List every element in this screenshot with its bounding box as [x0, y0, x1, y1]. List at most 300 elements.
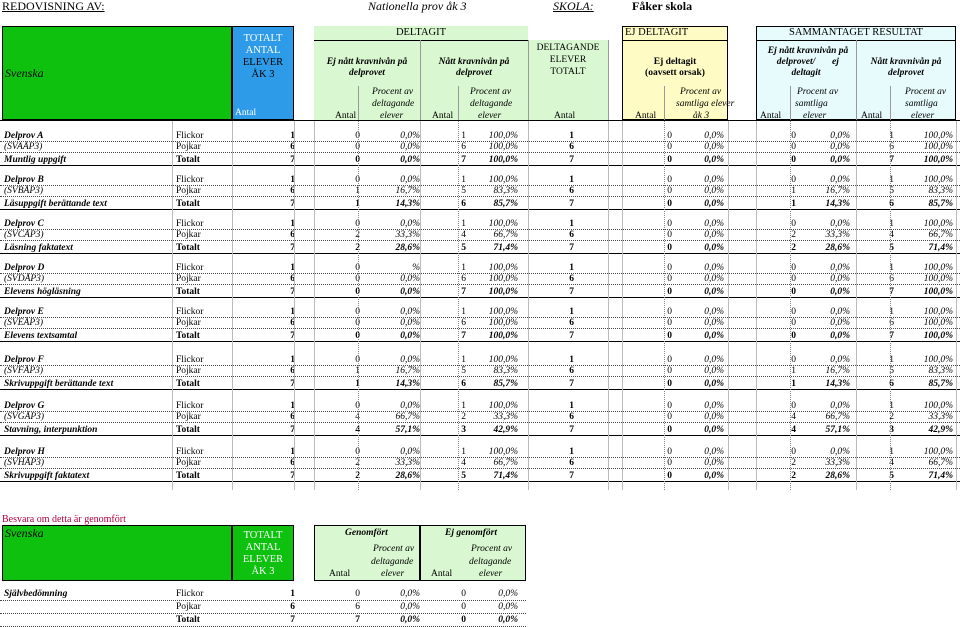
cell-f-6: 1	[569, 355, 574, 365]
cell-t-9: 2	[791, 471, 796, 481]
bottom-row-divider	[0, 613, 526, 614]
cell-f-3: 0,0%	[400, 219, 420, 229]
cell-f-11: 1	[889, 401, 894, 411]
cell-t-10: 14,3%	[825, 379, 850, 389]
cell-t-12: 100,0%	[923, 331, 953, 341]
cell-f-5: 100,0%	[488, 355, 518, 365]
bottom-elever: ELEVER	[242, 554, 284, 565]
cell-f-2: 0	[355, 219, 360, 229]
cell-f-10: 0,0%	[830, 355, 850, 365]
cell-t-1: 7	[290, 425, 295, 435]
cell-p-3: 0,0%	[400, 318, 420, 328]
cell-f-3: 0,0%	[400, 355, 420, 365]
cell-p-1: 6	[290, 230, 295, 240]
cell-p-0: Pojkar	[176, 412, 201, 422]
cell-t-11: 5	[889, 471, 894, 481]
row-divider	[0, 376, 960, 377]
cell-p-0: Pojkar	[176, 458, 201, 468]
cell-p-10: 0,0%	[830, 274, 850, 284]
cell-p-5: 83,3%	[493, 366, 518, 376]
cell-t-10: 0,0%	[830, 155, 850, 165]
subheader-label-20: elever	[911, 111, 935, 121]
cell-p-5: 100,0%	[488, 274, 518, 284]
cell-f-8: 0,0%	[704, 175, 724, 185]
cell-p-4: 6	[461, 318, 466, 328]
col-divider	[756, 120, 757, 490]
cell-p-1: 6	[290, 458, 295, 468]
ej-genomfort-antal: Antal	[431, 569, 453, 579]
cell-t-12: 71,4%	[928, 243, 953, 253]
row-divider	[0, 317, 960, 318]
cell-t-1: 7	[290, 331, 295, 341]
cell-p-4: 4	[461, 230, 466, 240]
subheader-label-5: Procent av	[470, 87, 512, 97]
cell-f-5: 100,0%	[488, 131, 518, 141]
cell-f-12: 100,0%	[923, 307, 953, 317]
cell-p-7: 0	[667, 274, 672, 284]
cell-p-9: 4	[791, 412, 796, 422]
cell-t-3: 0,0%	[400, 155, 420, 165]
cell-t-5: 42,9%	[493, 425, 518, 435]
cell-t-12: 85,7%	[928, 199, 953, 209]
cell-p-2: 4	[355, 412, 360, 422]
cell-f-5: 100,0%	[488, 447, 518, 457]
bottom-totalt: TOTALT	[243, 530, 283, 541]
header-divider	[664, 86, 665, 120]
cell-p-5: 33,3%	[493, 412, 518, 422]
ej-kravniva-label: Ej nått kravnivån på	[326, 57, 408, 67]
cell-f-5: 100,0%	[488, 219, 518, 229]
header-elever: ELEVER	[242, 57, 284, 68]
cell-t-8: 0,0%	[704, 199, 724, 209]
delprov-total-label: Elevens textsamtal	[4, 331, 78, 341]
cell-p-8: 0,0%	[704, 274, 724, 284]
row-divider	[0, 152, 960, 153]
col-divider	[664, 120, 665, 490]
cell-t-1: 7	[290, 287, 295, 297]
cell-p-10: 0,0%	[830, 142, 850, 152]
cell-p-6: 6	[569, 230, 574, 240]
samman-ej-label2: delprovet/	[776, 57, 816, 67]
samman-natt-label2: delprovet	[888, 68, 924, 78]
cell-t-3: 0,0%	[400, 287, 420, 297]
delprov-code: (SVFÅP3)	[4, 366, 44, 376]
cell-p-4: 4	[461, 458, 466, 468]
delprov-name: Delprov C	[4, 219, 44, 229]
cell-p-11: 6	[889, 318, 894, 328]
cell-f-3: 0,0%	[400, 131, 420, 141]
cell-t-2: 0	[355, 155, 360, 165]
cell-f-10: 0,0%	[830, 401, 850, 411]
col-divider	[420, 120, 421, 490]
cell-p-10: 33,3%	[825, 458, 850, 468]
exam-title: Nationella prov åk 3	[368, 0, 467, 13]
cell-t-6: 7	[569, 379, 574, 389]
cell-f-8: 0,0%	[704, 355, 724, 365]
cell-f-0: Flickor	[176, 263, 204, 273]
cell-t-9: 2	[791, 243, 796, 253]
cell-t-7: 0	[667, 379, 672, 389]
cell-t-1: 7	[290, 199, 295, 209]
cell-f-4: 1	[461, 401, 466, 411]
ej-genomfort-elever: elever	[479, 569, 503, 579]
header-antal: ANTAL	[245, 45, 281, 56]
row-divider	[0, 240, 960, 241]
cell-t-10: 14,3%	[825, 199, 850, 209]
cell-f-0: Flickor	[176, 175, 204, 185]
subheader-label-2: deltagande	[372, 99, 415, 109]
cell-f-6: 1	[569, 447, 574, 457]
delprov-code: (SVDÅP3)	[4, 274, 45, 284]
cell-t-10: 0,0%	[830, 331, 850, 341]
delprov-code: (SVHÅP3)	[4, 458, 45, 468]
cell-t-3: 14,3%	[395, 199, 420, 209]
ej-genomfort-header	[420, 525, 526, 581]
cell-t-5: 71,4%	[493, 243, 518, 253]
cell-p-11: 4	[889, 458, 894, 468]
cell-p-3: 33,3%	[395, 230, 420, 240]
cell-f-0: Flickor	[176, 307, 204, 317]
block-divider	[0, 253, 960, 254]
cell-f-2: 0	[355, 307, 360, 317]
cell-f-0: Flickor	[176, 219, 204, 229]
subheader-label-3: elever	[380, 111, 404, 121]
cell-f-7: 0	[667, 447, 672, 457]
cell-t-2: 2	[355, 243, 360, 253]
cell-t-3: 57,1%	[395, 425, 420, 435]
cell-f-12: 100,0%	[923, 219, 953, 229]
cell-t-6: 7	[569, 287, 574, 297]
cell-f-9: 0	[791, 175, 796, 185]
ej-deltagit-title: EJ DELTAGIT	[625, 27, 689, 38]
cell-t-7: 0	[667, 243, 672, 253]
bottom-ak3: ÅK 3	[251, 566, 275, 577]
cell-f-9: 0	[791, 263, 796, 273]
subheader-label-13: Antal	[760, 111, 782, 121]
genomfort-deltagande: deltagande	[371, 557, 414, 567]
cell-t-2: 0	[355, 287, 360, 297]
row-divider	[0, 284, 960, 285]
cell-p-6: 6	[569, 142, 574, 152]
cell-p-9: 1	[791, 366, 796, 376]
cell-f-3: 0,0%	[400, 401, 420, 411]
cell-f-2: 0	[355, 355, 360, 365]
cell-t-5: 71,4%	[493, 471, 518, 481]
cell-p-2: 0	[355, 274, 360, 284]
cell-t-1: 7	[290, 155, 295, 165]
cell-p-12: 83,3%	[928, 366, 953, 376]
col-divider	[956, 120, 957, 490]
cell-t-0: Totalt	[176, 425, 200, 435]
cell-p-1: 6	[290, 186, 295, 196]
cell-p-7: 0	[667, 318, 672, 328]
cell-t-10: 28,6%	[825, 243, 850, 253]
cell-t-4: 7	[461, 331, 466, 341]
cell-f-12: 100,0%	[923, 263, 953, 273]
cell-t-8: 0,0%	[704, 155, 724, 165]
cell-f-11: 1	[889, 355, 894, 365]
cell-f-9: 0	[791, 401, 796, 411]
cell-f-3: %	[412, 263, 420, 273]
delprov-name: Delprov E	[4, 307, 44, 317]
cell-p-8: 0,0%	[704, 366, 724, 376]
col-divider	[172, 120, 173, 490]
cell-t-8: 0,0%	[704, 379, 724, 389]
block-divider	[0, 209, 960, 210]
cell-p-12: 66,7%	[928, 230, 953, 240]
cell-p-0: Pojkar	[176, 274, 201, 284]
cell-f-6: 1	[569, 219, 574, 229]
cell-p-1: 6	[290, 142, 295, 152]
row-divider	[0, 141, 960, 142]
cell-t-0: Totalt	[176, 379, 200, 389]
ej-kravniva-label2: delprovet	[349, 68, 385, 78]
cell-f-1: 1	[290, 219, 295, 229]
subheader-label-1: Procent av	[372, 87, 414, 97]
header-ak3: ÅK 3	[251, 69, 275, 80]
cell-p-6: 6	[569, 186, 574, 196]
col-divider	[608, 120, 609, 490]
row-divider	[0, 468, 960, 469]
cell-f-1: 1	[290, 401, 295, 411]
cell-p-4: 5	[461, 366, 466, 376]
cell-p-6: 6	[569, 366, 574, 376]
cell-p-0: Pojkar	[176, 318, 201, 328]
ej-genomfort-deltagande: deltagande	[469, 557, 512, 567]
cell-p-9: 1	[791, 186, 796, 196]
cell-f-11: 1	[889, 263, 894, 273]
cell-t-8: 0,0%	[704, 287, 724, 297]
row-divider	[0, 411, 960, 412]
cell-p-9: 2	[791, 458, 796, 468]
cell-t-10: 0,0%	[830, 287, 850, 297]
cell-p-12: 33,3%	[928, 412, 953, 422]
table-top-line	[0, 120, 960, 121]
cell-f-12: 100,0%	[923, 401, 953, 411]
cell-t-7: 0	[667, 471, 672, 481]
cell-p-3: 0,0%	[400, 142, 420, 152]
cell-t-1: 7	[290, 379, 295, 389]
cell-f-4: 1	[461, 219, 466, 229]
cell-t-6: 7	[569, 155, 574, 165]
cell-f-2: 0	[355, 401, 360, 411]
cell-p-11: 6	[889, 274, 894, 284]
cell-f-6: 1	[569, 131, 574, 141]
cell-f-9: 0	[791, 307, 796, 317]
delprov-name: Delprov A	[4, 131, 44, 141]
natt-kravniva-label: Nått kravnivån på	[438, 57, 510, 67]
cell-t-12: 42,9%	[928, 425, 953, 435]
cell-f-5: 100,0%	[488, 175, 518, 185]
col-divider	[790, 120, 791, 490]
cell-f-9: 0	[791, 131, 796, 141]
natt-kravniva-label2: delprovet	[456, 68, 492, 78]
cell-f-11: 1	[889, 447, 894, 457]
cell-p-10: 0,0%	[830, 318, 850, 328]
col-divider	[232, 120, 233, 490]
delprov-code: (SVGÅP3)	[4, 412, 45, 422]
cell-f-2: 0	[355, 175, 360, 185]
cell-f-1: 1	[290, 263, 295, 273]
col-divider	[890, 120, 891, 490]
cell-f-0: Flickor	[176, 131, 204, 141]
cell-f-1: 1	[290, 447, 295, 457]
cell-f-10: 0,0%	[830, 263, 850, 273]
cell-p-10: 16,7%	[825, 366, 850, 376]
cell-p-5: 66,7%	[493, 458, 518, 468]
bottom-cell-p-4: 0	[461, 602, 466, 612]
bottom-total-header	[232, 525, 294, 581]
cell-t-4: 7	[461, 287, 466, 297]
cell-p-3: 66,7%	[395, 412, 420, 422]
cell-f-3: 0,0%	[400, 175, 420, 185]
cell-t-12: 85,7%	[928, 379, 953, 389]
cell-f-11: 1	[889, 219, 894, 229]
col-divider	[358, 120, 359, 490]
cell-p-12: 83,3%	[928, 186, 953, 196]
cell-f-6: 1	[569, 175, 574, 185]
row-divider	[0, 229, 960, 230]
cell-t-8: 0,0%	[704, 471, 724, 481]
bottom-cell-f-3: 0,0%	[400, 589, 420, 599]
subheader-label-12: åk 3	[693, 111, 710, 121]
cell-p-4: 6	[461, 142, 466, 152]
delprov-total-label: Stavning, interpunktion	[4, 425, 98, 435]
delprov-total-label: Läsuppgift berättande text	[4, 199, 107, 209]
cell-p-7: 0	[667, 230, 672, 240]
bottom-cell-t-3: 0,0%	[400, 615, 420, 625]
cell-p-2: 1	[355, 186, 360, 196]
header-divider	[856, 40, 857, 120]
cell-t-9: 0	[791, 331, 796, 341]
col-divider	[728, 120, 729, 490]
total-students-header	[232, 26, 294, 120]
cell-f-9: 0	[791, 355, 796, 365]
delprov-code: (SVEÅP3)	[4, 318, 44, 328]
cell-t-8: 0,0%	[704, 243, 724, 253]
header-divider	[458, 86, 459, 120]
row-divider	[0, 365, 960, 366]
school-label: SKOLA:	[553, 0, 594, 13]
cell-p-1: 6	[290, 318, 295, 328]
cell-f-8: 0,0%	[704, 307, 724, 317]
cell-p-12: 66,7%	[928, 458, 953, 468]
genomfort-title: Genomfört	[345, 528, 388, 538]
cell-p-10: 16,7%	[825, 186, 850, 196]
header-divider	[358, 86, 359, 120]
cell-p-2: 0	[355, 318, 360, 328]
cell-t-9: 1	[791, 379, 796, 389]
cell-f-11: 1	[889, 175, 894, 185]
cell-f-7: 0	[667, 175, 672, 185]
cell-p-6: 6	[569, 458, 574, 468]
cell-p-5: 100,0%	[488, 318, 518, 328]
bottom-cell-p-5: 0,0%	[498, 602, 518, 612]
col-divider	[622, 120, 623, 490]
delprov-code: (SVCÅP3)	[4, 230, 44, 240]
cell-t-4: 5	[461, 243, 466, 253]
cell-p-12: 100,0%	[923, 142, 953, 152]
cell-p-8: 0,0%	[704, 318, 724, 328]
genomfort-elever: elever	[381, 569, 405, 579]
bottom-cell-p-3: 0,0%	[400, 602, 420, 612]
cell-p-9: 2	[791, 230, 796, 240]
cell-t-12: 100,0%	[923, 155, 953, 165]
cell-p-3: 0,0%	[400, 274, 420, 284]
samman-ej-label4: deltagit	[791, 68, 821, 78]
ej-deltagit-label: Ej deltagit	[653, 57, 697, 67]
cell-f-2: 0	[355, 263, 360, 273]
cell-t-2: 1	[355, 199, 360, 209]
deltagande-totalt: TOTALT	[550, 67, 586, 77]
ej-genomfort-title: Ej genomfört	[445, 528, 497, 538]
cell-f-10: 0,0%	[830, 219, 850, 229]
cell-t-9: 4	[791, 425, 796, 435]
header-totalt: TOTALT	[243, 33, 283, 44]
cell-t-9: 0	[791, 155, 796, 165]
genomfort-header	[314, 525, 420, 581]
cell-f-12: 100,0%	[923, 175, 953, 185]
deltagande-title: DELTAGANDE	[536, 43, 600, 53]
cell-t-4: 6	[461, 199, 466, 209]
row-divider	[0, 196, 960, 197]
cell-f-6: 1	[569, 307, 574, 317]
cell-p-9: 0	[791, 142, 796, 152]
col-divider	[294, 120, 295, 490]
cell-f-6: 1	[569, 401, 574, 411]
delprov-total-label: Skrivuppgift faktatext	[4, 471, 90, 481]
cell-f-5: 100,0%	[488, 263, 518, 273]
cell-p-4: 6	[461, 274, 466, 284]
genomfort-antal: Antal	[329, 569, 351, 579]
col-divider	[856, 120, 857, 490]
delprov-total-label: Skrivuppgift berättande text	[4, 379, 114, 389]
cell-p-2: 1	[355, 366, 360, 376]
cell-t-12: 71,4%	[928, 471, 953, 481]
bottom-note: Besvara om detta är genomfört	[2, 514, 126, 525]
cell-t-8: 0,0%	[704, 331, 724, 341]
header-divider	[790, 86, 791, 120]
cell-p-4: 5	[461, 186, 466, 196]
bottom-cell-t-1: 7	[290, 615, 295, 625]
bottom-cell-t-5: 0,0%	[498, 615, 518, 625]
cell-f-8: 0,0%	[704, 401, 724, 411]
cell-f-7: 0	[667, 307, 672, 317]
bottom-cell-f-5: 0,0%	[498, 589, 518, 599]
cell-p-3: 33,3%	[395, 458, 420, 468]
bottom-row-label: Självbedömning	[4, 589, 68, 599]
cell-f-3: 0,0%	[400, 447, 420, 457]
cell-f-0: Flickor	[176, 447, 204, 457]
subject-title: Svenska	[5, 66, 44, 80]
cell-p-2: 2	[355, 230, 360, 240]
cell-t-12: 100,0%	[923, 287, 953, 297]
cell-p-10: 33,3%	[825, 230, 850, 240]
subheader-label-6: deltagande	[470, 99, 513, 109]
cell-t-7: 0	[667, 199, 672, 209]
cell-p-6: 6	[569, 318, 574, 328]
bottom-subject-title: Svenska	[5, 526, 44, 540]
block-divider	[0, 389, 960, 390]
cell-t-4: 3	[461, 425, 466, 435]
cell-f-10: 0,0%	[830, 175, 850, 185]
cell-t-4: 6	[461, 379, 466, 389]
delprov-name: Delprov H	[4, 447, 45, 457]
cell-p-2: 0	[355, 142, 360, 152]
cell-f-10: 0,0%	[830, 447, 850, 457]
bottom-cell-p-0: Pojkar	[176, 602, 201, 612]
cell-p-11: 4	[889, 230, 894, 240]
